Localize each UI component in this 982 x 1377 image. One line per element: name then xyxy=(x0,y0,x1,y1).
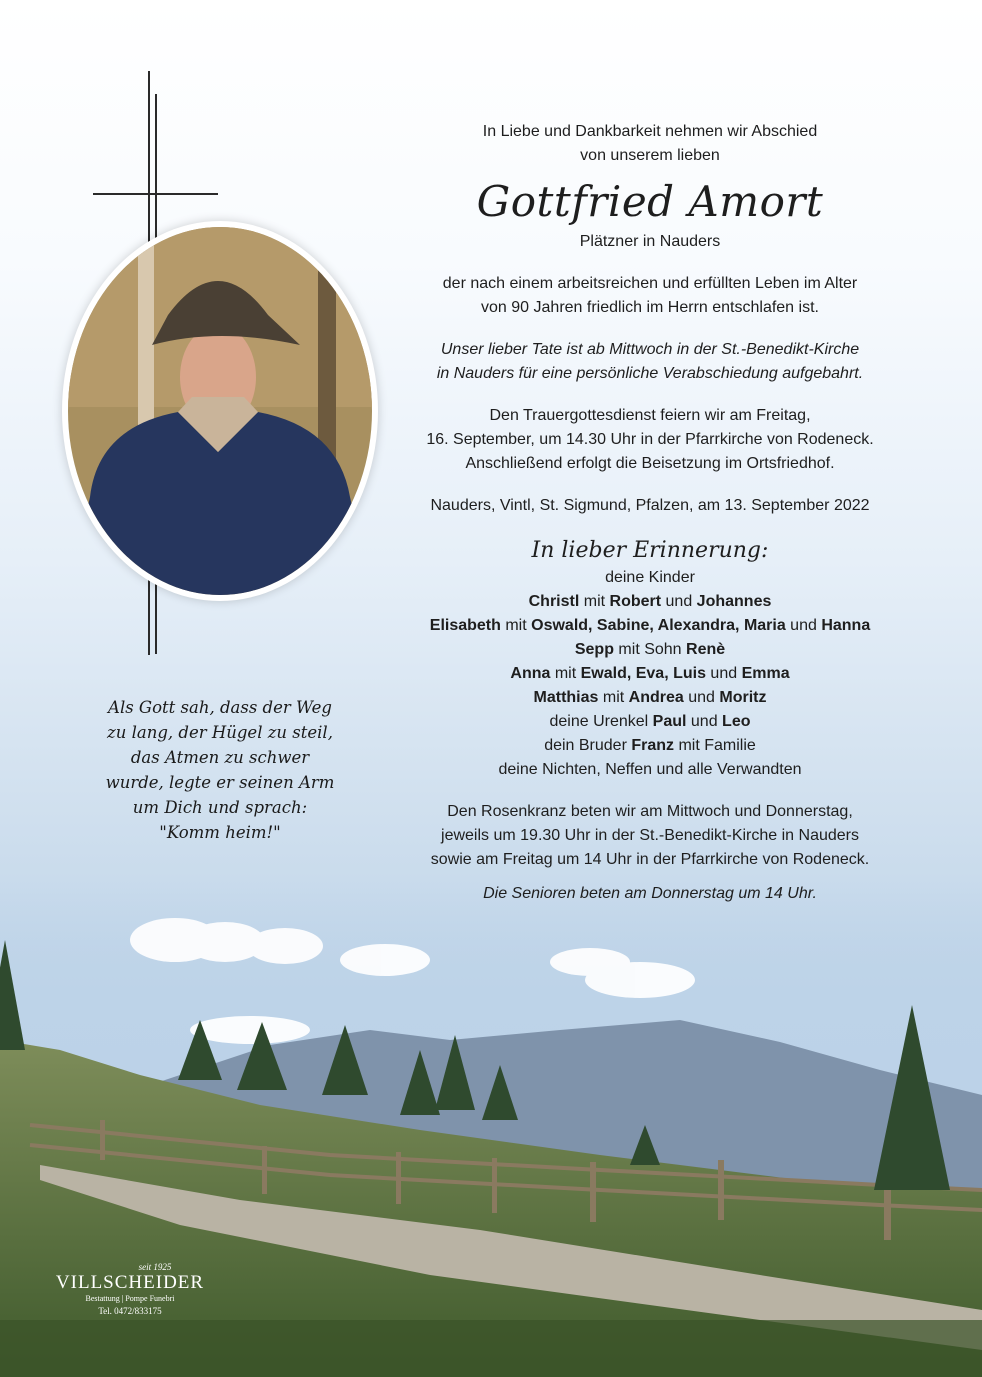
mourner-line: deine Urenkel Paul und Leo xyxy=(549,713,751,730)
rosary-line: sowie am Freitag um 14 Uhr in der Pfarrkirche von Rodeneck. xyxy=(430,851,870,868)
logo-since: seit 1925 xyxy=(138,1262,172,1272)
logo-subtitle: Bestattung | Pompe Funebri xyxy=(85,1294,175,1303)
funeral-home-logo xyxy=(55,1262,205,1318)
mourner-line: dein Bruder Franz mit Familie xyxy=(544,737,756,754)
deceased-name: Gottfried Amort xyxy=(476,177,824,226)
mourner-line: deine Nichten, Neffen und alle Verwandten xyxy=(498,761,802,778)
occupation: Plätzner in Nauders xyxy=(579,233,721,250)
seniors-note: Die Senioren beten am Donnerstag um 14 Uhr. xyxy=(483,885,817,902)
funeral-line: 16. September, um 14.30 Uhr in der Pfarrkirche von Rodeneck. xyxy=(426,431,874,448)
death-notice-line: von 90 Jahren friedlich im Herrn entschlafen ist. xyxy=(481,299,819,316)
intro-line: von unserem lieben xyxy=(580,147,720,164)
logo-phone: Tel. 0472/833175 xyxy=(98,1306,162,1316)
poem-line: wurde, legte er seinen Arm xyxy=(105,773,335,792)
intro-line: In Liebe und Dankbarkeit nehmen wir Abschied xyxy=(482,123,818,140)
poem-line: zu lang, der Hügel zu steil, xyxy=(107,723,333,742)
mourner-line: Elisabeth mit Oswald, Sabine, Alexandra, Maria und Hanna xyxy=(429,617,871,634)
mourner-line: Sepp mit Sohn Renè xyxy=(574,641,726,658)
poem-line: das Atmen zu schwer xyxy=(130,748,310,767)
logo-brand: VILLSCHEIDER xyxy=(55,1272,205,1293)
mourner-line: Matthias mit Andrea und Moritz xyxy=(533,689,767,706)
funeral-line: Anschließend erfolgt die Beisetzung im Ortsfriedhof. xyxy=(465,455,835,472)
mourner-line: Christl mit Robert und Johannes xyxy=(528,593,772,610)
place-date: Nauders, Vintl, St. Sigmund, Pfalzen, am 13. September 2022 xyxy=(430,497,870,514)
memory-heading: In lieber Erinnerung: xyxy=(531,538,769,563)
poem-line: um Dich und sprach: xyxy=(132,798,308,817)
rosary-line: Den Rosenkranz beten wir am Mittwoch und Donnerstag, xyxy=(447,803,853,820)
poem-line: Als Gott sah, dass der Weg xyxy=(108,698,332,717)
viewing-line: in Nauders für eine persönliche Verabschiedung aufgebahrt. xyxy=(436,365,864,382)
mourner-line: deine Kinder xyxy=(605,569,695,586)
poem-line: "Komm heim!" xyxy=(159,823,281,842)
cross-horizontal-line xyxy=(93,193,218,195)
portrait-photo xyxy=(68,227,372,595)
mourner-line: Anna mit Ewald, Eva, Luis und Emma xyxy=(510,665,790,682)
funeral-line: Den Trauergottesdienst feiern wir am Freitag, xyxy=(489,407,811,424)
obituary-text xyxy=(400,120,900,906)
viewing-line: Unser lieber Tate ist ab Mittwoch in der St.-Benedikt-Kirche xyxy=(440,341,860,358)
rosary-line: jeweils um 19.30 Uhr in der St.-Benedikt-Kirche in Nauders xyxy=(441,827,859,844)
death-notice-line: der nach einem arbeitsreichen und erfüllten Leben im Alter xyxy=(442,275,858,292)
poem xyxy=(95,695,345,845)
